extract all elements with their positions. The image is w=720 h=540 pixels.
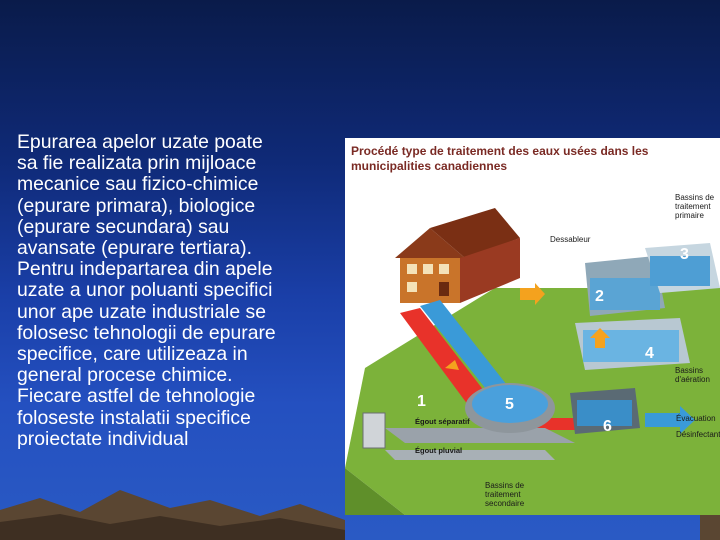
step-number-5: 5 (505, 396, 514, 413)
treatment-process-figure (345, 138, 720, 515)
step-number-2: 2 (595, 288, 604, 305)
label-bassins-primaire: Bassins de traitement primaire (675, 193, 715, 220)
label-bassins-aeration: Bassins d'aération (675, 366, 710, 384)
slide-body-text: Epurarea apelor uzate poate sa fie realizata prin mijloace mecanice sau fizico-chimice (epurare primara), biologice (epurare secundara) sau avansate (epurare tertiara). Pentru indepartarea din apele uzate a unor poluanti specifici unor ape uzate industriale se folosesc tehnologii de epurare specifice, care utilizeaza in general procese chimice. Fiecare astfel de tehnologie foloseste instalatii specifice proiectate individual (17, 131, 276, 450)
label-bassins-secondaire: Bassins de traitement secondaire (485, 481, 525, 508)
label-desinfectant: Désinfectant (676, 430, 720, 439)
step-number-3: 3 (680, 246, 689, 263)
label-evacuation: Évacuation (676, 414, 716, 423)
label-egout-separatif: Égout séparatif (415, 417, 470, 426)
label-egout-pluvial: Égout pluvial (415, 446, 463, 455)
step-number-6: 6 (603, 418, 612, 435)
treatment-plant-illustration (345, 138, 720, 515)
step-number-4: 4 (645, 345, 654, 362)
figure-title: Procédé type de traitement des eaux usées dans les municipalities canadiennes (351, 144, 649, 173)
label-dessableur: Dessableur (550, 235, 591, 244)
step-number-1: 1 (417, 393, 426, 410)
